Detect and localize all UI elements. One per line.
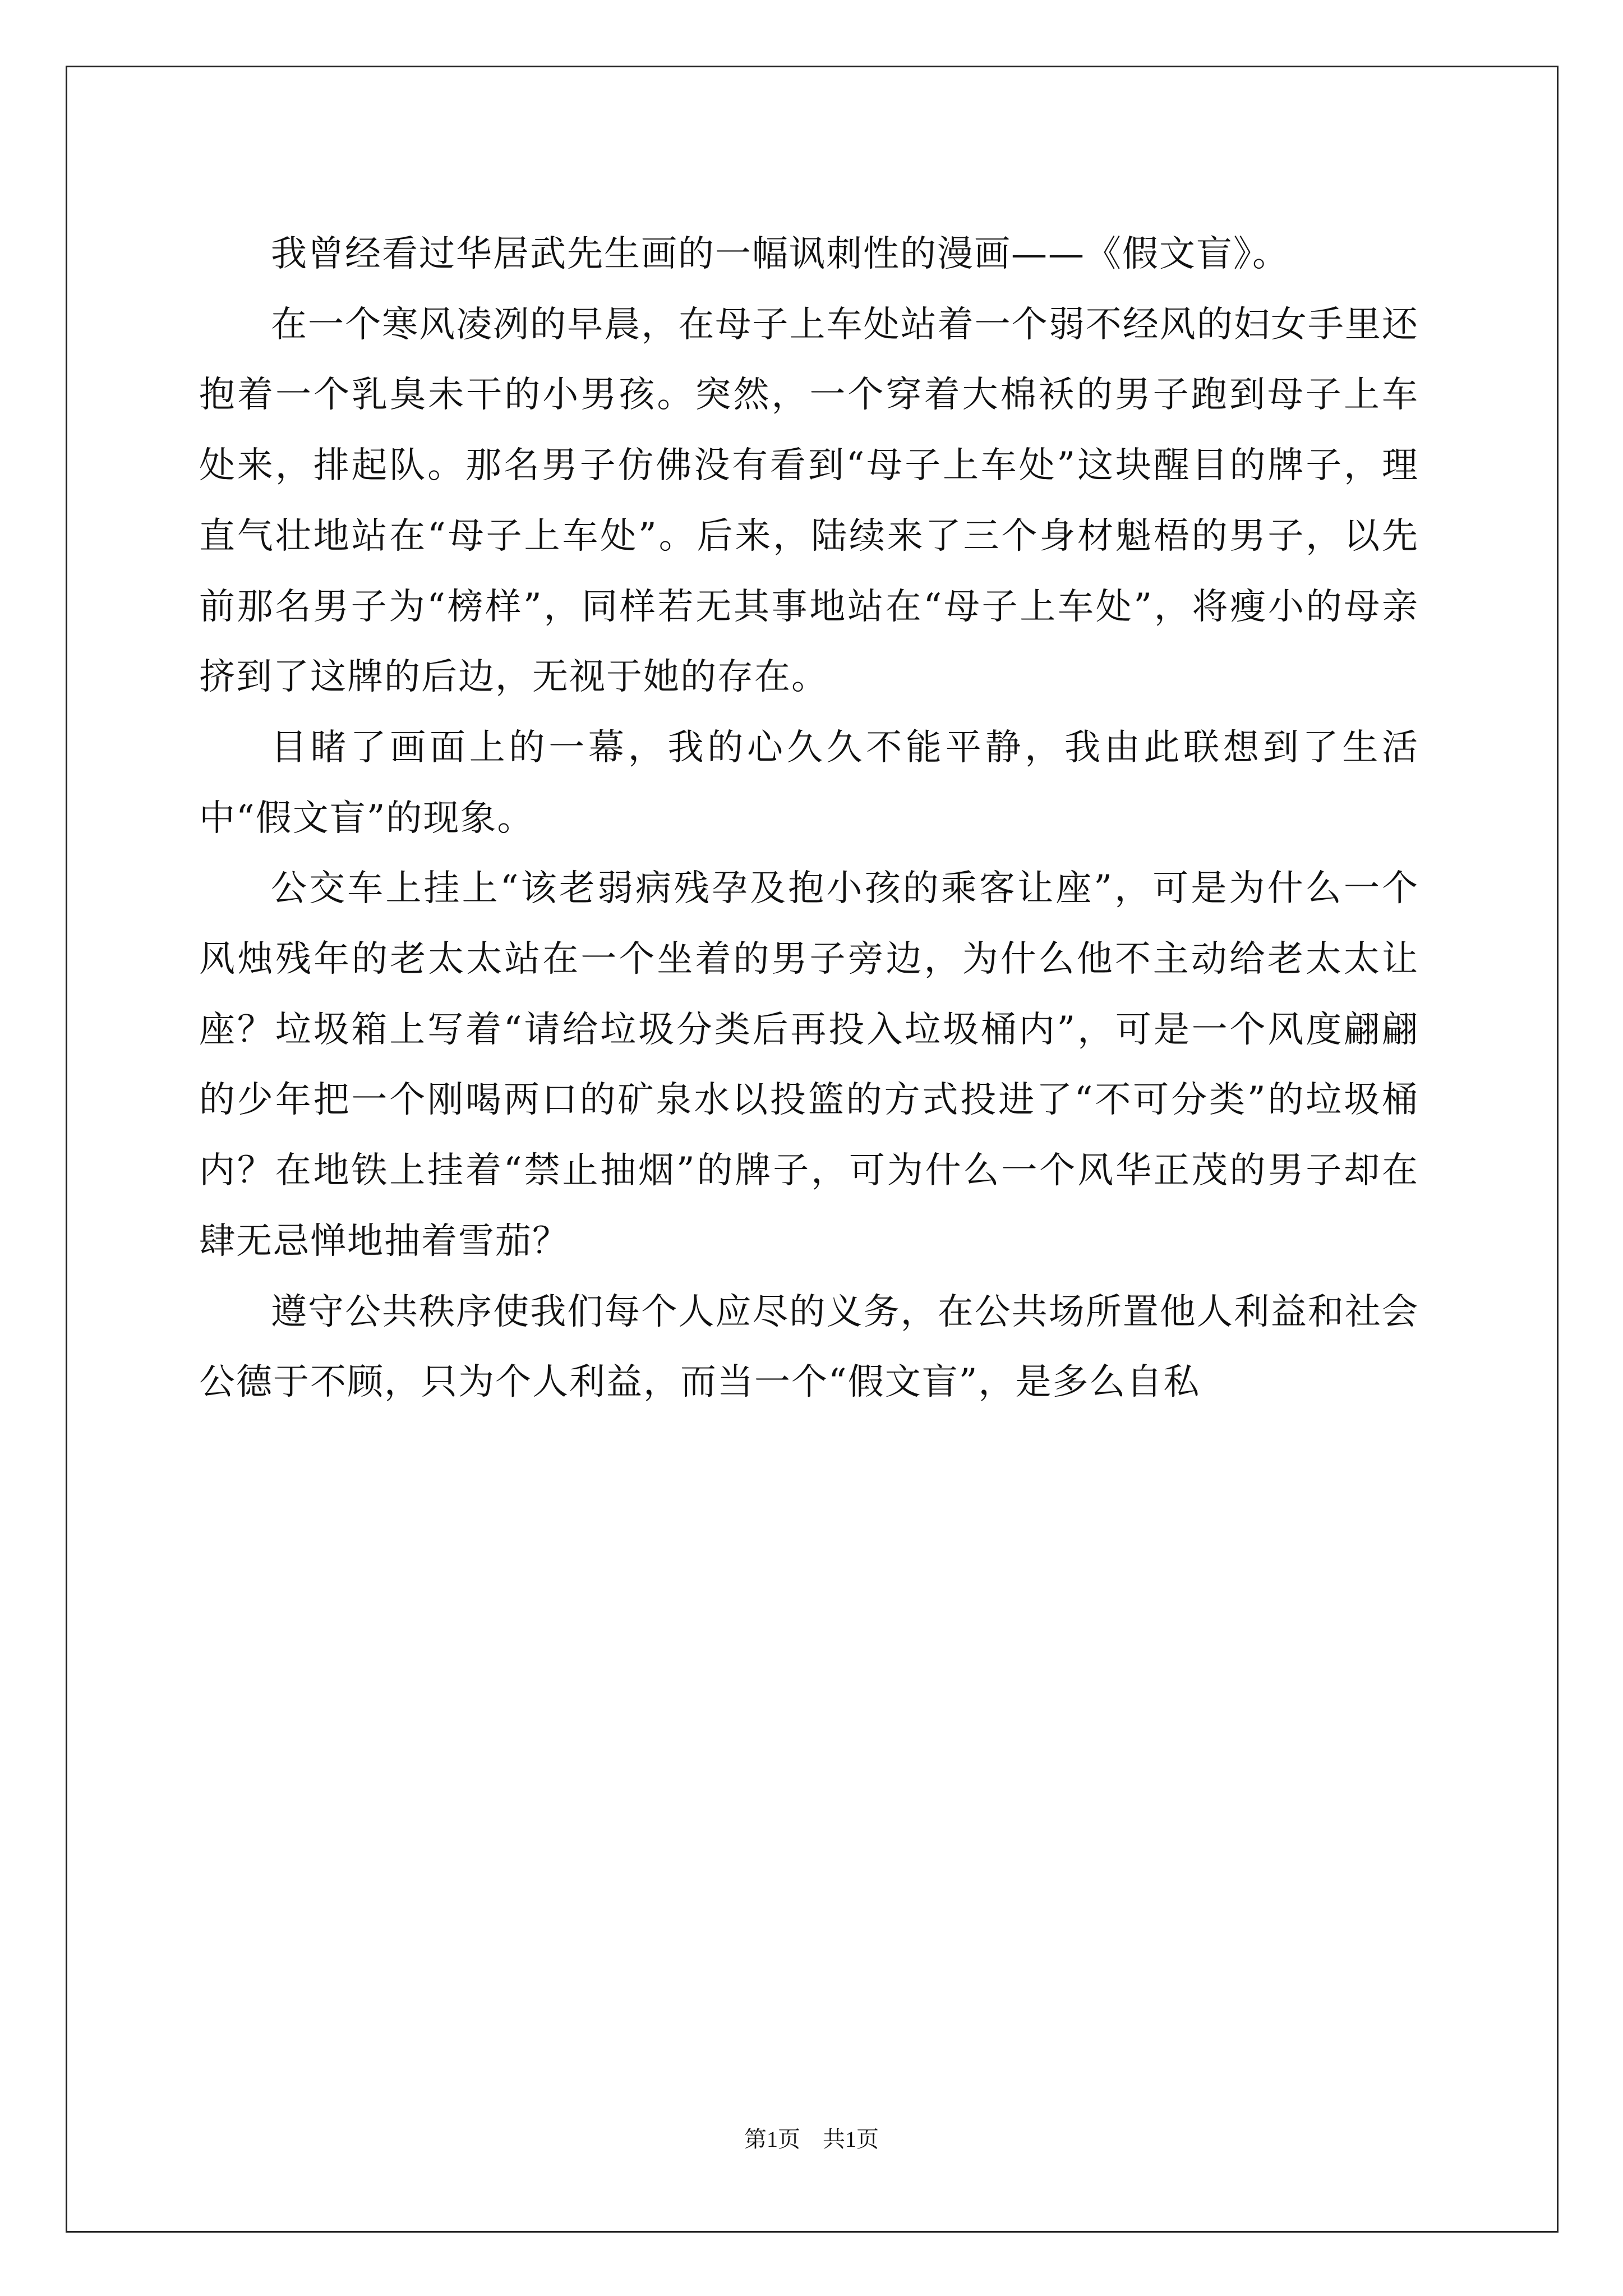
page-total: 共1页 (823, 2127, 879, 2152)
page-number: 第1页 (744, 2127, 800, 2152)
document-body (199, 219, 1419, 1418)
paragraph: 目睹了画面上的一幕，我的心久久不能平静，我由此联想到了生活中“假文盲”的现象。 (199, 726, 1419, 839)
paragraph: 我曾经看过华居武先生画的一幅讽刺性的漫画——《假文盲》。 (271, 233, 1289, 275)
paragraph: 遵守公共秩序使我们每个人应尽的义务，在公共场所置他人利益和社会公德于不顾，只为个人利益，而当一个“假文盲”，是多么自私 (199, 1291, 1419, 1404)
page-footer (0, 2126, 1623, 2153)
paragraph: 公交车上挂上“该老弱病残孕及抱小孩的乘客让座”，可是为什么一个风烛残年的老太太站在一个坐着的男子旁边，为什么他不主动给老太太让座？垃圾箱上写着“请给垃圾分类后再投入垃圾桶内”，可是一个风度翩翩的少年把一个刚喝两口的矿泉水以投篮的方式投进了“不可分类”的垃圾桶内？在地铁上挂着“禁止抽烟”的牌子，可为什么一个风华正茂的男子却在肆无忌惮地抽着雪茄？ (199, 868, 1419, 1262)
paragraph: 在一个寒风凌冽的早晨，在母子上车处站着一个弱不经风的妇女手里还抱着一个乳臭未干的小男孩。突然，一个穿着大棉袄的男子跑到母子上车处来，排起队。那名男子仿佛没有看到“母子上车处”这块醒目的牌子，理直气壮地站在“母子上车处”。后来，陆续来了三个身材魁梧的男子，以先前那名男子为“榜样”，同样若无其事地站在“母子上车处”，将瘦小的母亲挤到了这牌的后边，无视于她的存在。 (199, 303, 1419, 698)
